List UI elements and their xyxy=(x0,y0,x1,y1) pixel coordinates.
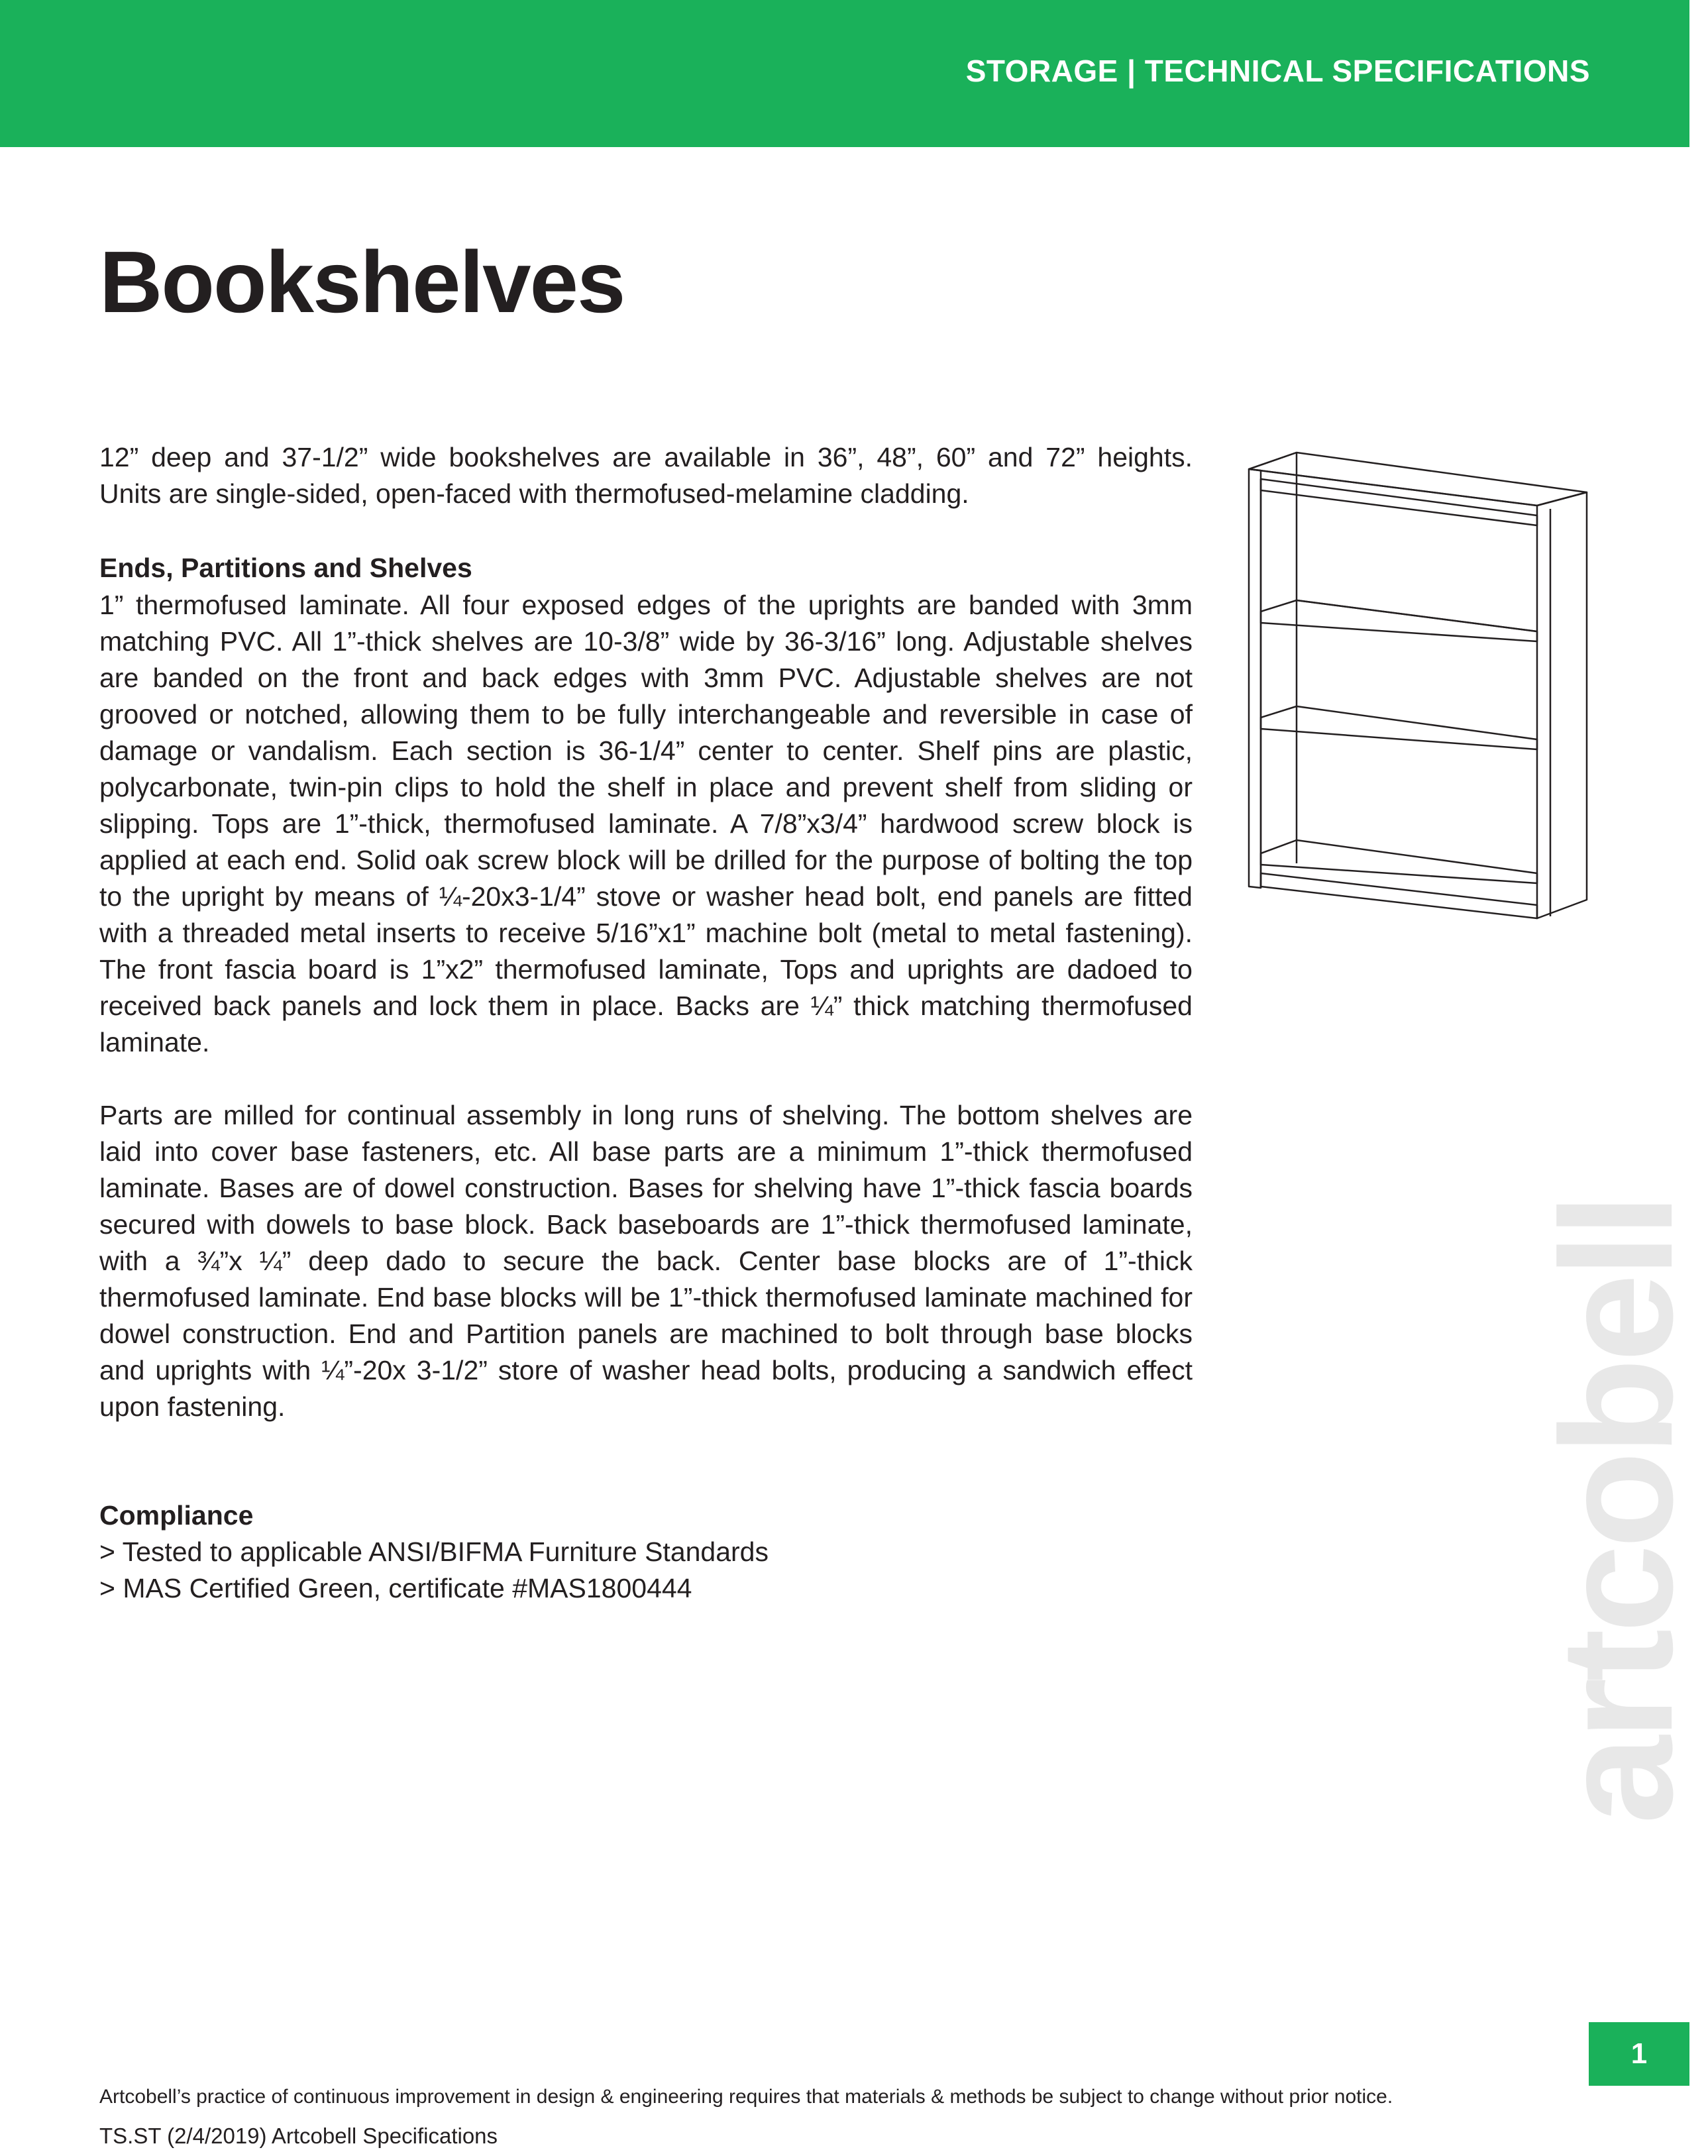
ends-section-heading: Ends, Partitions and Shelves xyxy=(99,553,472,583)
page-title: Bookshelves xyxy=(99,233,625,331)
compliance-item: > MAS Certified Green, certificate #MAS1800444 xyxy=(99,1573,692,1603)
compliance-heading: Compliance xyxy=(99,1500,254,1531)
intro-paragraph: 12” deep and 37-1/2” wide bookshelves are available in 36”, 48”, 60” and 72” heights. Units are single-sided, open-faced with thermofused-melamine cladding. xyxy=(99,442,1193,509)
artcobell-watermark-logo xyxy=(1528,1014,1705,2008)
compliance-list xyxy=(99,1534,1193,1607)
bookshelf-illustration-icon xyxy=(1242,443,1600,933)
page-number: 1 xyxy=(1630,2037,1648,2070)
footer-spec-reference: TS.ST (2/4/2019) Artcobell Specifications xyxy=(99,2124,498,2148)
compliance-item: > Tested to applicable ANSI/BIFMA Furniture Standards xyxy=(99,1536,769,1567)
section-header-title: STORAGE | TECHNICAL SPECIFICATIONS xyxy=(965,54,1590,88)
ends-section-body: 1” thermofused laminate. All four exposed edges of the uprights are banded with 3mm matching PVC. All 1”-thick shelves are 10-3/8” wide by 36-3/16” long. Adjustable shelves are banded on the front and back edges with 3mm PVC. Adjustable shelves are not grooved or notched, allowing them to be fully interchangeable and reversible in case of damage or vandalism. Each section is 36-1/4” center to center. Shelf pins are plastic, polycarbonate, twin-pin clips to hold the shelf in place and prevent shelf from sliding or slipping. Tops are 1”-thick, thermofused laminate. A 7/8”x3/4” hardwood screw block is applied at each end. Solid oak screw block will be drilled for the purpose of bolting the top to the upright by means of ¼-20x3-1/4” stove or washer head bolt, end panels are fitted with a threaded metal inserts to receive 5/16”x1” machine bolt (metal to metal fastening). The front fascia board is 1”x2” thermofused laminate, Tops and uprights are dadoed to received back panels and lock them in place. Backs are ¼” thick matching thermofused laminate. xyxy=(99,590,1193,1057)
header-band xyxy=(0,0,1689,147)
parts-paragraph: Parts are milled for continual assembly in long runs of shelving. The bottom shelves are laid into cover base fasteners, etc. All base parts are a minimum 1”-thick thermofused laminate. Bases are of dowel construction. Bases for shelving have 1”-thick fascia boards secured with dowels to base block. Back baseboards are 1”-thick thermofused laminate, with a ¾”x ¼” deep dado to secure the back. Center base blocks are of 1”-thick thermofused laminate. End base blocks will be 1”-thick thermofused laminate machined for dowel construction. End and Partition panels are machined to bolt through base blocks and uprights with ¼”-20x 3-1/2” store of washer head bolts, producing a sandwich effect upon fastening. xyxy=(99,1100,1193,1422)
footer-notice: Artcobell’s practice of continuous improvement in design & engineering requires that materials & methods be subject to change without prior notice. xyxy=(99,2086,1393,2108)
page-number-tab xyxy=(1589,2022,1689,2086)
watermark-text: artcobell xyxy=(1528,1197,1705,1825)
